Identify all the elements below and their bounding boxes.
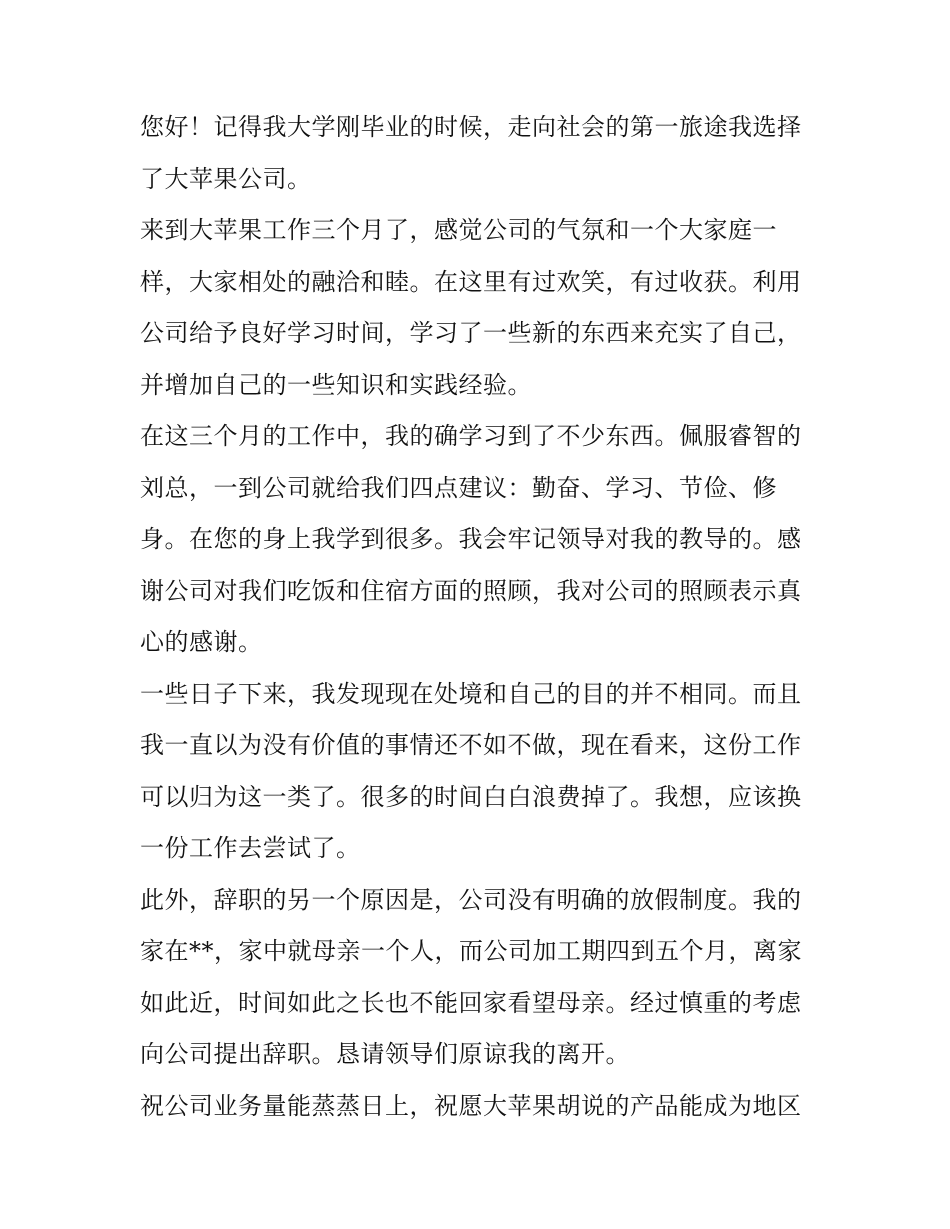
- text-line: 一些日子下来，我发现现在处境和自己的目的并不相同。而且: [140, 679, 802, 708]
- paragraph-3: [140, 411, 820, 669]
- text-line: 如此近，时间如此之长也不能回家看望母亲。经过慎重的考虑: [140, 988, 802, 1017]
- text-line: 可以归为这一类了。很多的时间白白浪费掉了。我想，应该换: [140, 782, 802, 811]
- text-line: 了大苹果公司。: [140, 164, 312, 193]
- text-line: 样，大家相处的融洽和睦。在这里有过欢笑，有过收获。利用: [140, 267, 802, 296]
- text-line: 来到大苹果工作三个月了，感觉公司的气氛和一个大家庭一: [140, 216, 777, 244]
- text-line: 在这三个月的工作中，我的确学习到了不少东西。佩服睿智的: [140, 422, 802, 450]
- text-line: 身。在您的身上我学到很多。我会牢记领导对我的教导的。感: [140, 525, 802, 553]
- letter-body: [140, 102, 820, 1132]
- text-line: 我一直以为没有价值的事情还不如不做，现在看来，这份工作: [140, 731, 802, 759]
- text-line: 一份工作去尝试了。: [140, 834, 361, 862]
- text-line: 并增加自己的一些知识和实践经验。: [140, 370, 532, 399]
- paragraph-4: [140, 669, 820, 875]
- paragraph-1: [140, 102, 820, 205]
- text-line: 您好！记得我大学刚毕业的时候，走向社会的第一旅途我选择: [140, 113, 802, 141]
- text-line: 谢公司对我们吃饭和住宿方面的照顾，我对公司的照顾表示真: [140, 576, 802, 605]
- paragraph-6: [140, 1081, 820, 1133]
- text-line: 家在**，家中就母亲一个人，而公司加工期四到五个月，离家: [140, 937, 802, 965]
- paragraph-2: [140, 205, 820, 411]
- text-line: 心的感谢。: [140, 628, 263, 656]
- text-line: 刘总，一到公司就给我们四点建议：勤奋、学习、节俭、修: [140, 473, 777, 502]
- text-line: 祝公司业务量能蒸蒸日上，祝愿大苹果胡说的产品能成为地区: [140, 1091, 802, 1120]
- text-line: 公司给予良好学习时间，学习了一些新的东西来充实了自己，: [140, 319, 802, 347]
- paragraph-5: [140, 875, 820, 1081]
- text-line: 此外，辞职的另一个原因是，公司没有明确的放假制度。我的: [140, 885, 802, 914]
- text-line: 向公司提出辞职。恳请领导们原谅我的离开。: [140, 1040, 630, 1068]
